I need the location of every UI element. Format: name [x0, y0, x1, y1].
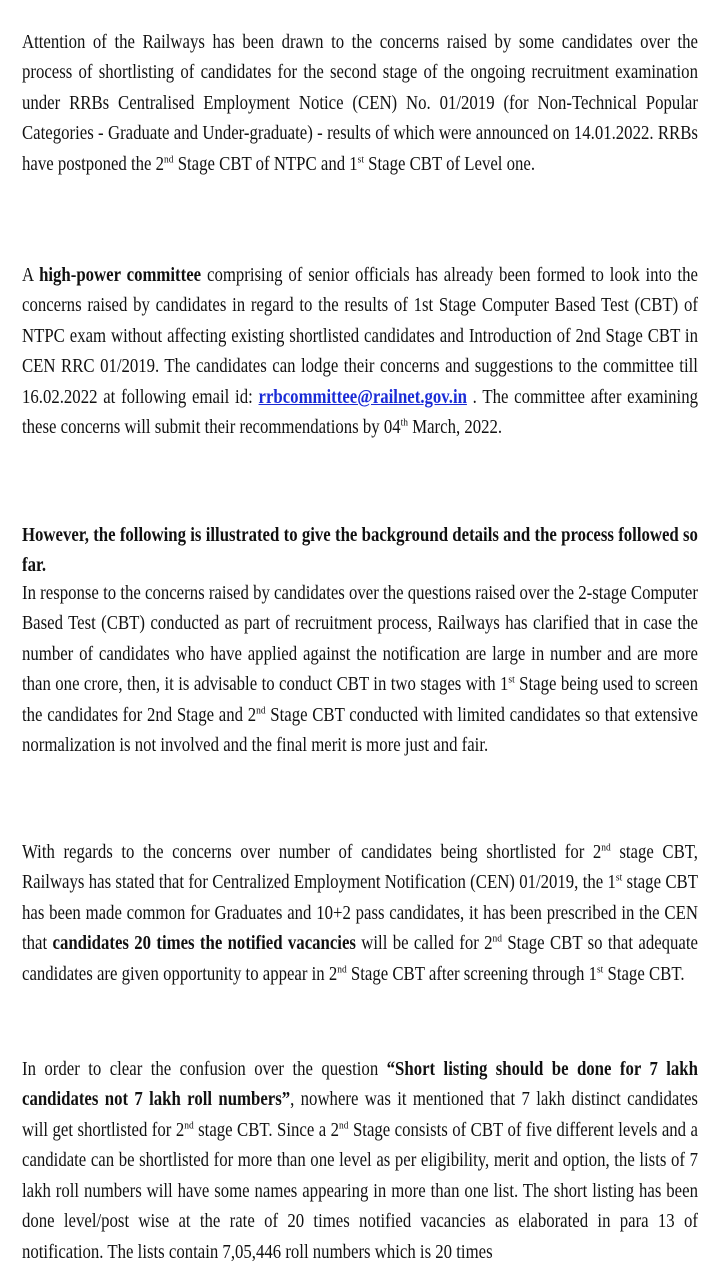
- text: Stage consists of CBT of five different levels and a candidate can be shortlisted for more than one level as per eligibility, merit and option, the lists of 7 lakh roll numbers will have some names appearing in more than one list. The short listing has been done level/post wise at the rate of 20 times notified vacancies as elaborated in para 13 of notification. The lists contain 7,05,446 roll numbers which is 20 times: [22, 1119, 698, 1264]
- text: March, 2022.: [408, 417, 503, 439]
- text: With regards to the concerns over number of candidates being shortlisted for 2: [22, 841, 602, 863]
- text: stage CBT has been made common for Graduates and 10+2 pass candidates, it has been prescribed in the CEN that: [22, 872, 698, 955]
- superscript: st: [615, 871, 623, 884]
- superscript: st: [596, 963, 604, 976]
- bold-text: candidates 20 times the notified vacancies: [52, 933, 356, 955]
- text: Stage CBT so that adequate candidates are given opportunity to appear in 2: [22, 933, 698, 985]
- superscript: nd: [164, 153, 174, 166]
- bold-text: high-power committee: [39, 264, 202, 286]
- superscript: nd: [184, 1119, 194, 1132]
- paragraph-shortlisting: [22, 838, 698, 991]
- text: comprising of senior officials has already been formed to look into the concerns raised by candidates in regard to the results of 1st Stage Computer Based Test (CBT) of NTPC exam without affecting existing shortlisted candidates and Introduction of 2nd Stage CBT in CEN RRC 01/2019. The candidates can lodge their concerns and suggestions to the committee till 16.02.2022 at following email id:: [22, 264, 698, 408]
- text: will be called for 2: [355, 933, 493, 955]
- text: . The committee after examining these concerns will submit their recommendations by 04: [22, 386, 698, 439]
- text: Stage CBT conducted with limited candidates so that extensive normalization is not involved and the final merit is more just and fair.: [22, 704, 698, 757]
- paragraph-two-stage-cbt: [22, 579, 698, 763]
- paragraph-roll-numbers: [22, 1055, 698, 1269]
- text: Attention of the Railways has been drawn to the concerns raised by some candidates over the process of shortlisting of candidates for the second stage of the ongoing recruitment examination under RRBs Centralised Employment Notice (CEN) No. 01/2019 (for Non-Technical Popular Categories - Graduate and Under-graduate) - results of which were announced on 14.01.2022. RRBs have postponed the 2: [22, 31, 698, 175]
- superscript: nd: [492, 932, 503, 945]
- bold-text: “Short listing should be done for 7 lakh candidates not 7 lakh roll numbers”: [22, 1058, 698, 1111]
- superscript: nd: [601, 841, 611, 853]
- bold-text: However, the following is illustrated to give the background details and the process followed so far.: [22, 524, 698, 577]
- superscript: st: [357, 153, 364, 166]
- superscript: st: [508, 673, 515, 686]
- text: Stage CBT of Level one.: [363, 153, 536, 175]
- superscript: nd: [256, 704, 266, 717]
- paragraph-attention: [22, 28, 698, 181]
- superscript: th: [400, 416, 409, 429]
- text: Stage CBT after screening through 1: [346, 963, 597, 985]
- text: Stage being used to screen the candidates for 2nd Stage and 2: [22, 674, 698, 726]
- text: stage CBT. Since a 2: [193, 1119, 340, 1141]
- paragraph-committee: [22, 261, 698, 445]
- text: In order to clear the confusion over the question: [22, 1058, 387, 1080]
- text: Stage CBT of NTPC and 1: [173, 153, 358, 175]
- paragraph-background-heading: [22, 521, 698, 582]
- text: , nowhere was it mentioned that 7 lakh distinct candidates will get shortlisted for 2: [22, 1089, 698, 1141]
- text: stage CBT, Railways has stated that for Centralized Employment Notification (CEN) 01/2019, the 1: [22, 841, 698, 894]
- text: A: [22, 264, 40, 286]
- text: In response to the concerns raised by candidates over the questions raised over the 2-stage Computer Based Test (CBT) conducted as part of recruitment process, Railways has clarified that in case the number of candidates who have applied against the notification are large in number and are more than one crore, then, it is advisable to conduct CBT in two stages with 1: [22, 582, 698, 696]
- superscript: nd: [337, 963, 347, 976]
- text: Stage CBT.: [603, 963, 685, 985]
- email-link[interactable]: rrbcommittee@railnet.gov.in: [258, 386, 467, 408]
- superscript: nd: [339, 1119, 349, 1132]
